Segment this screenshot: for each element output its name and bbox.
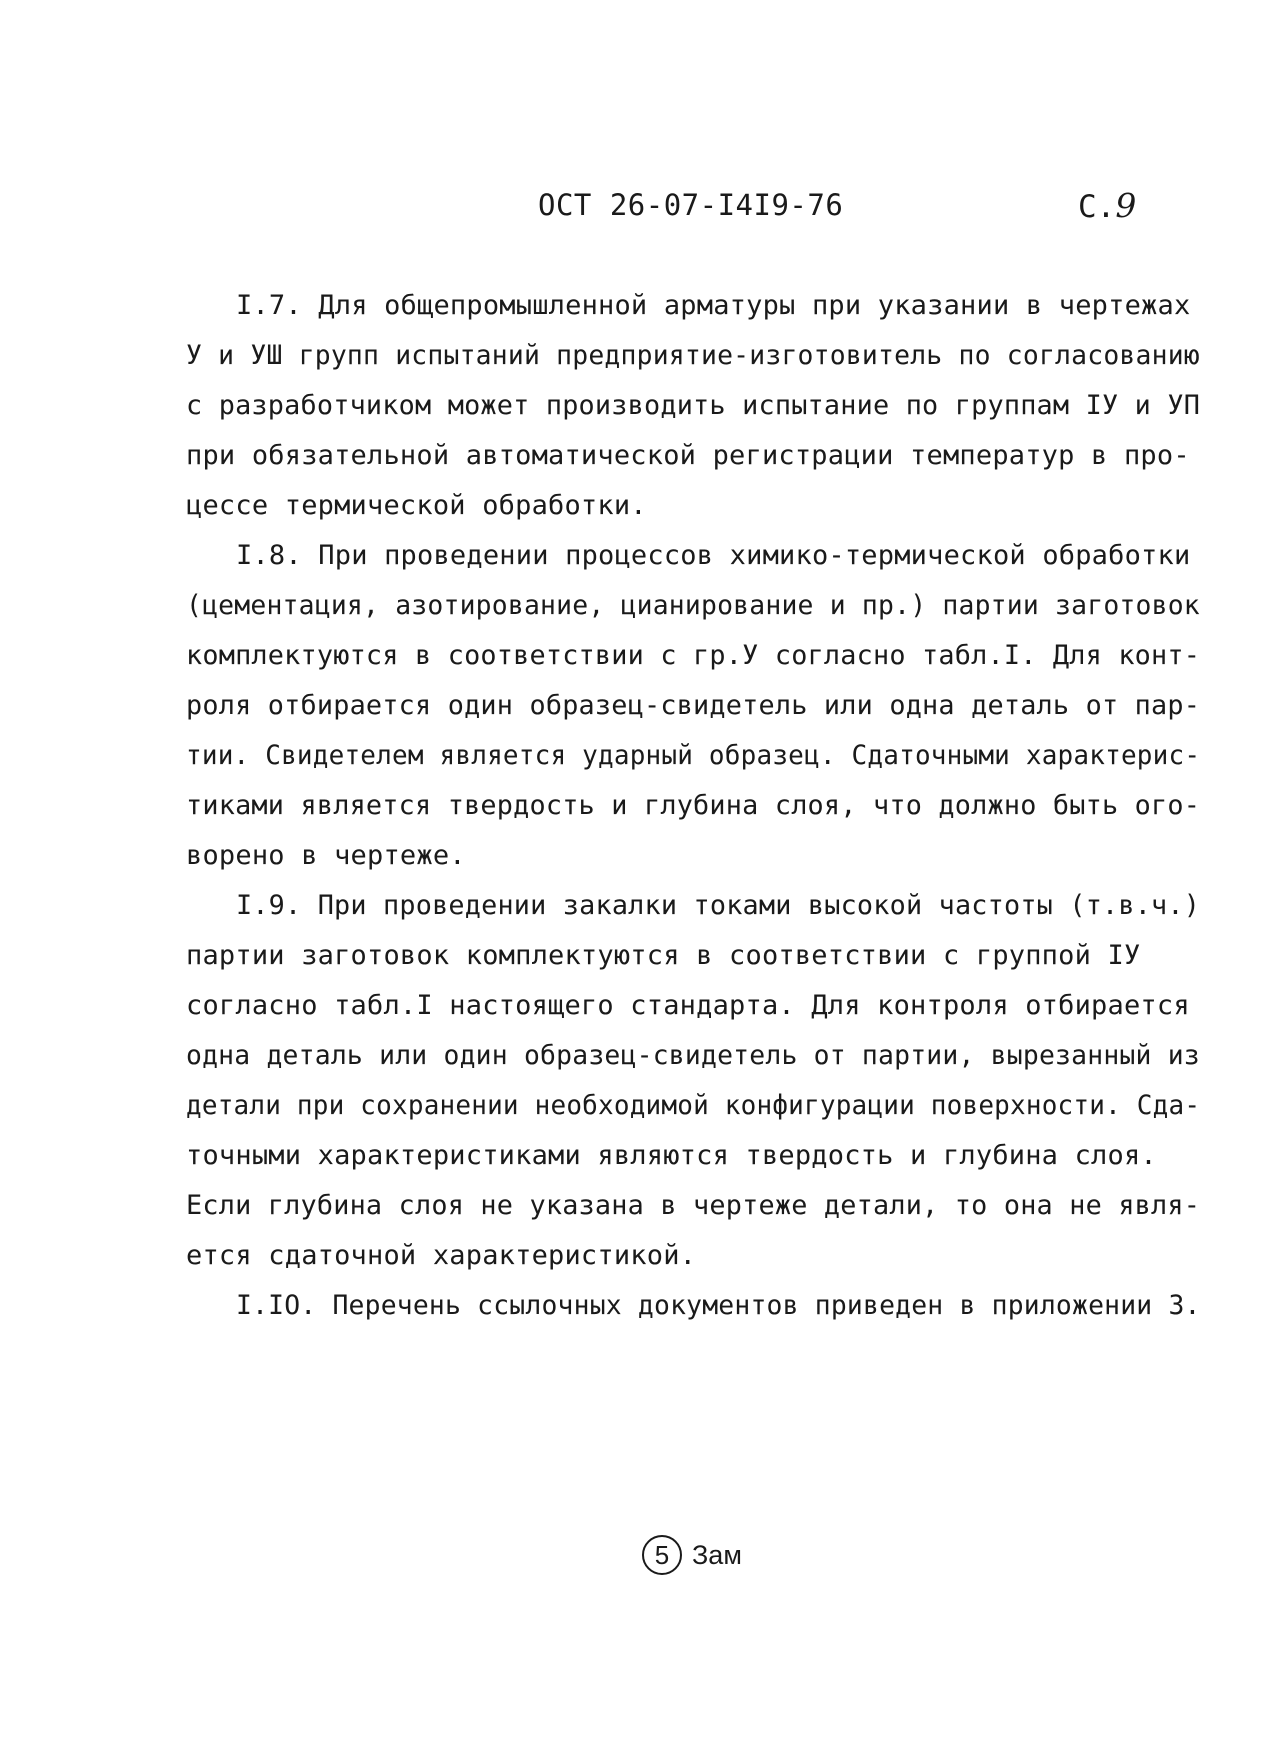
text-line: с разработчиком может производить испытание по группам IУ и УП <box>186 390 1201 421</box>
text-line: детали при сохранении необходимой конфигурации поверхности. Сда- <box>186 1090 1201 1121</box>
text-line: (цементация, азотирование, цианирование и пр.) партии заготовок <box>186 590 1200 621</box>
page-number-handwritten: 9 <box>1115 186 1137 225</box>
text-line: одна деталь или один образец-свидетель от партии, вырезанный из <box>186 1040 1200 1071</box>
text-line: I.7. Для общепромышленной арматуры при указании в чертежах <box>236 290 1191 321</box>
text-line: роля отбирается один образец-свидетель или одна деталь от пар- <box>186 690 1201 721</box>
change-stamp <box>642 1535 742 1575</box>
document-code: ОСТ 26-07-I4I9-76 <box>538 188 844 222</box>
page-number <box>1078 186 1136 225</box>
text-line: цессе термической обработки. <box>186 490 647 521</box>
text-line: при обязательной автоматической регистрации температур в про- <box>186 440 1190 471</box>
change-label: Зам <box>692 1539 742 1570</box>
text-line: тии. Свидетелем является ударный образец. Сдаточными характерис- <box>186 740 1201 771</box>
text-line: комплектуются в соответствии с гр.У согласно табл.I. Для конт- <box>186 640 1201 671</box>
text-line: I.9. При проведении закалки токами высокой частоты (т.в.ч.) <box>236 890 1201 921</box>
text-line: точными характеристиками являются твердость и глубина слоя. <box>186 1140 1157 1171</box>
change-number-circle: 5 <box>642 1535 682 1575</box>
text-line: I.8. При проведении процессов химико-термической обработки <box>236 540 1191 571</box>
text-line: согласно табл.I настоящего стандарта. Для контроля отбирается <box>186 990 1190 1021</box>
page-prefix: С. <box>1078 189 1116 225</box>
text-line: У и УШ групп испытаний предприятие-изготовитель по согласованию <box>186 340 1200 371</box>
text-line: I.IO. Перечень ссылочных документов приведен в приложении 3. <box>236 1290 1201 1321</box>
text-line: тиками является твердость и глубина слоя, что должно быть ого- <box>186 790 1201 821</box>
text-line: партии заготовок комплектуются в соответствии с группой IУ <box>186 940 1141 971</box>
text-line: Если глубина слоя не указана в чертеже детали, то она не явля- <box>186 1190 1201 1221</box>
text-line: ется сдаточной характеристикой. <box>186 1240 697 1271</box>
text-line: ворено в чертеже. <box>186 840 466 871</box>
